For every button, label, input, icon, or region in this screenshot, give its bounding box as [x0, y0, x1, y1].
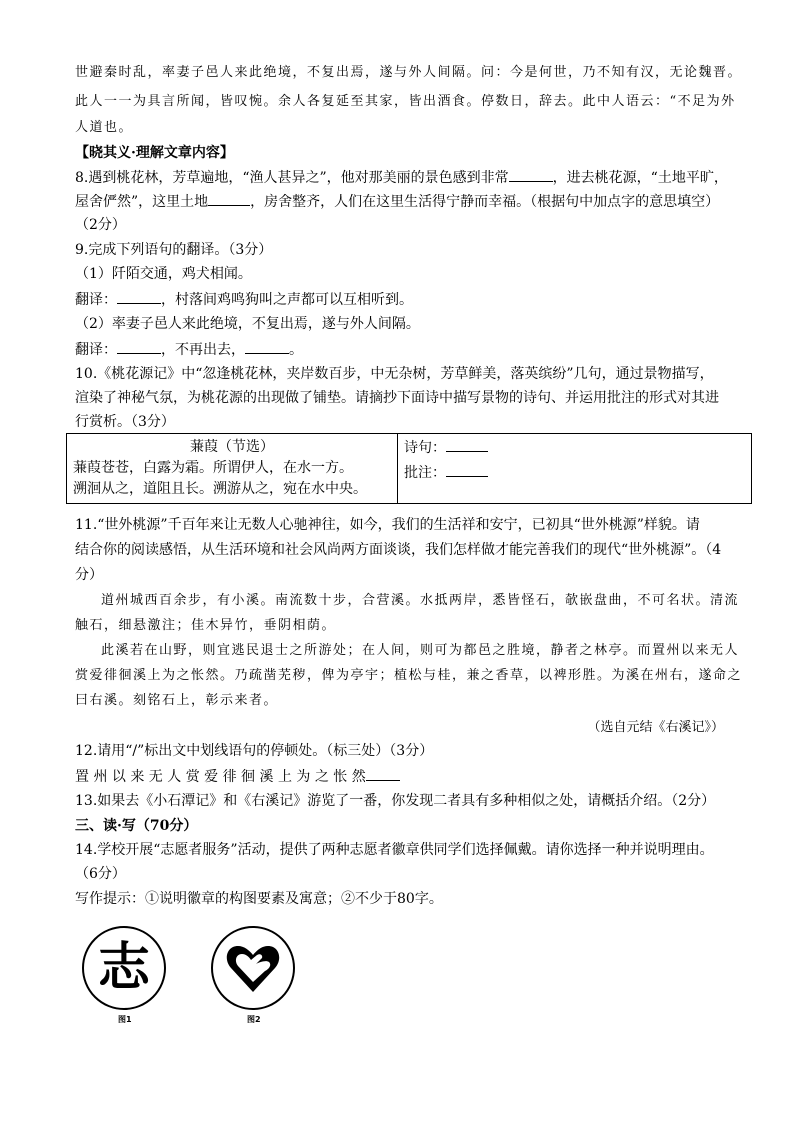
question-11-line-2: 结合你的阅读感悟，从生活环境和社会风尚两方面谈谈，我们怎样做才能完善我们的现代“世外桃源”。（4 — [75, 542, 722, 558]
badge-figure-2[interactable] — [211, 926, 295, 1010]
poem-cell — [67, 434, 398, 504]
question-8-line-3: （2分） — [75, 217, 126, 233]
q8-text-a: 8.遇到桃花林，芳草遍地，“渔人甚异之”，他对那美丽的景色感到非常 — [75, 170, 509, 186]
badge-1-character: 志 — [97, 937, 150, 998]
question-9-translation-1 — [75, 289, 413, 310]
poem-line-2: 溯洄从之，道阻且长。溯游从之，宛在水中央。 — [73, 481, 367, 497]
poem-line-1: 蒹葭苍苍，白露为霜。所谓伊人，在水一方。 — [73, 460, 353, 476]
q8-blank-1[interactable] — [509, 167, 553, 182]
question-9-title: 9.完成下列语句的翻译。（3分） — [75, 242, 273, 258]
figure-1-caption: 图1 — [118, 1015, 132, 1024]
badge-figure-1[interactable] — [82, 926, 166, 1010]
q9-blank-1[interactable] — [117, 289, 161, 304]
verse-answer-row — [404, 437, 745, 459]
question-14-line-1: 14.学校开展“志愿者服务”活动，提供了两种志愿者徽章供同学们选择佩戴。请你选择一种并说明理由。 — [75, 842, 714, 858]
passage2-source: （选自元结《右溪记》） — [587, 720, 724, 735]
answer-cell — [398, 434, 752, 504]
q9-translation-label-1: 翻译： — [75, 292, 117, 308]
q9-translation-mid-2: ，不再出去， — [161, 342, 245, 358]
passage1-line-3: 人道也。 — [75, 120, 134, 135]
section-3-header: 三、读·写（70分） — [75, 818, 198, 834]
poem-title: 蒹葭（节选） — [190, 439, 274, 455]
note-label: 批注： — [404, 465, 446, 481]
question-14-hint: 写作提示：①说明徽章的构图要素及寓意；②不少于80字。 — [75, 891, 443, 907]
question-9-translation-2 — [75, 339, 303, 360]
question-10-line-2: 渲染了神秘气氛，为桃花源的出现做了铺垫。请摘抄下面诗中描写景物的诗句、并运用批注的形式对其进 — [75, 390, 719, 406]
q8-blank-2[interactable] — [208, 191, 250, 206]
q8-text-d: ，房舍整齐，人们在这里生活得宁静而幸福。（根据句中加点字的意思填空） — [250, 194, 720, 210]
question-11-line-1: 11.“世外桃源”千百年来让无数人心驰神往，如今，我们的生活祥和安宁，已初具“世外桃源”样貌。请 — [75, 517, 700, 533]
question-9-sentence-2: （2）率妻子邑人来此绝境，不复出焉，遂与外人间隔。 — [75, 316, 420, 332]
question-10-line-3: 行赏析。（3分） — [75, 414, 175, 430]
heart-hand-icon — [213, 928, 293, 1008]
q9-blank-2[interactable] — [117, 339, 161, 354]
passage1-line-1: 世避秦时乱，率妻子邑人来此绝境，不复出焉，遂与外人间隔。问：今是何世，乃不知有汉，无论魏晋。 — [75, 65, 743, 80]
section-header: 【晓其义·理解文章内容】 — [75, 145, 234, 161]
passage2-line-4: 赏爱徘徊溪上为之怅然。乃疏凿芜秽，俾为亭宇；植松与桂，兼之香草，以裨形胜。为溪在州右，遂命之 — [75, 668, 743, 683]
q9-blank-3[interactable] — [245, 339, 289, 354]
note-answer-row — [404, 462, 745, 484]
question-8-line-2 — [75, 191, 719, 212]
q8-text-b: ，进去桃花源，“土地平旷， — [552, 170, 728, 186]
question-9-sentence-1: （1）阡陌交通，鸡犬相闻。 — [75, 266, 252, 282]
passage2-line-3: 此溪若在山野，则宜逃民退士之所游处；在人间，则可为都邑之胜境，静者之林亭。而置州以来无人 — [101, 643, 740, 658]
q12-blank[interactable] — [366, 766, 400, 781]
q9-translation-rest-1: ，村落间鸡鸣狗叫之声都可以互相听到。 — [161, 292, 413, 308]
question-8-line-1 — [75, 167, 728, 188]
verse-blank[interactable] — [446, 437, 488, 452]
note-blank[interactable] — [446, 462, 488, 477]
question-10-line-1: 10.《桃花源记》中“忽逢桃花林，夹岸数百步，中无杂树，芳草鲜美，落英缤纷”几句，通过景物描写， — [75, 366, 714, 382]
q9-translation-end-2: 。 — [289, 342, 303, 358]
question-12-line-1: 12.请用“/”标出文中划线语句的停顿处。（标三处）（3分） — [75, 743, 434, 759]
figure-2-caption: 图2 — [247, 1015, 261, 1024]
q8-text-c: 屋舍俨然”，这里土地 — [75, 194, 209, 210]
passage2-line-1: 道州城西百余步，有小溪。南流数十步，合营溪。水抵两岸，悉皆怪石，欹嵌盘曲，不可名状。清流 — [101, 593, 740, 608]
passage1-line-2: 此人一一为具言所闻，皆叹惋。余人各复延至其家，皆出酒食。停数日，辞去。此中人语云：“不足为外 — [75, 94, 736, 109]
passage2-line-2: 触石，细悬激注；佳木异竹，垂阴相荫。 — [75, 618, 337, 633]
question-13: 13.如果去《小石潭记》和《右溪记》游览了一番，你发现二者具有多种相似之处，请概括介绍。（2分） — [75, 793, 716, 809]
verse-label: 诗句： — [404, 440, 446, 456]
poem-table — [66, 433, 752, 504]
passage2-line-5: 曰右溪。刻铭石上，彰示来者。 — [75, 693, 279, 708]
q9-translation-label-2: 翻译： — [75, 342, 117, 358]
question-11-line-3: 分） — [75, 567, 103, 583]
q12-sentence: 置 州 以 来 无 人 赏 爱 徘 徊 溪 上 为 之 怅 然 — [75, 769, 366, 785]
question-14-line-2: （6分） — [75, 866, 126, 882]
question-12-line-2 — [75, 766, 400, 787]
